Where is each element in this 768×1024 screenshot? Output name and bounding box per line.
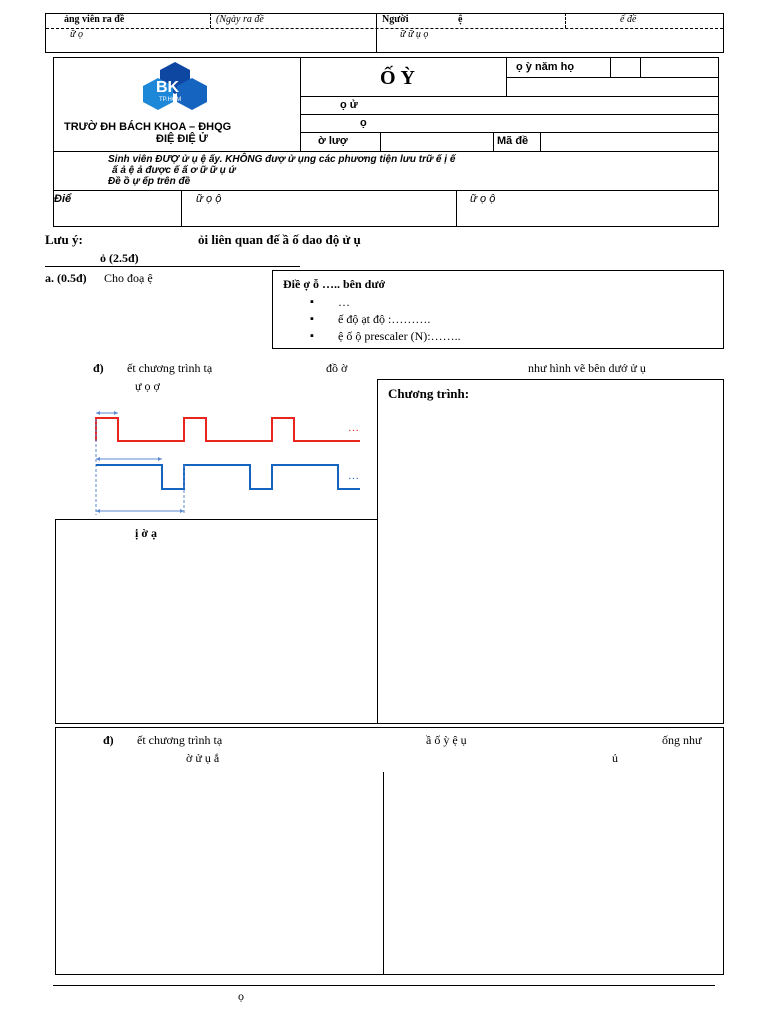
program-box: [377, 379, 724, 724]
calculation-box: [55, 519, 378, 724]
part-a-label: a. (0.5đ): [45, 271, 87, 285]
notice-line-1: Sinh viên ĐƯỢ ử ụ ệ ấy. KHÔNG đượ ử ụng các phương tiện lưu trữ ế ị ế: [108, 154, 456, 165]
logo-subtext: TP.HCM: [159, 97, 182, 103]
part-b-line1-right: như hình vẽ bên dướ ử ụ: [528, 361, 646, 375]
note-label: Lưu ý:: [45, 232, 83, 247]
blue-waveform: [96, 465, 360, 489]
footer-text: ọ: [238, 989, 244, 1003]
score-label: Điể: [54, 193, 72, 205]
header-dash-divider: [210, 13, 211, 28]
reviewer-mid: ệ: [458, 14, 463, 25]
fill-in-list: [310, 294, 461, 345]
semester-cell-divider: [610, 57, 611, 77]
note-text: ỏi liên quan đế ầ ố dao độ ử ụ: [198, 232, 361, 247]
semester-cell-divider-2: [640, 57, 641, 77]
question-header: ỏ (2.5đ): [100, 251, 139, 265]
part-c-box: [55, 727, 724, 975]
score-divider: [181, 190, 182, 227]
part-c-divider: [383, 772, 384, 975]
logo-text: BK: [156, 79, 180, 96]
part-b-label: đ): [93, 361, 104, 375]
blue-ellipsis: …: [348, 470, 359, 482]
student-name-label: ữ ọ ộ: [196, 193, 222, 205]
review-date: ế đề: [620, 14, 637, 25]
code-divider: [493, 132, 494, 151]
part-c-label: đ): [103, 733, 114, 747]
header-dash-line: [46, 28, 723, 29]
fill-item-2: ▪ ế độ ạt độ :……….: [310, 311, 461, 328]
footer-line: [53, 985, 715, 986]
question-underline: [45, 266, 300, 267]
logo-divider: [300, 57, 301, 151]
row-line-3: [300, 132, 719, 133]
code-divider-2: [540, 132, 541, 151]
part-b-line2: ự ọ ợ: [135, 379, 160, 393]
lecturer-label: ảng viên ra đề: [64, 14, 125, 25]
header-dash-divider-2: [565, 13, 566, 28]
lecturer-signature: ữ ọ: [70, 29, 83, 40]
row-line-5: [53, 190, 719, 191]
red-ellipsis: …: [348, 422, 359, 434]
part-c-line1: ết chương trình tạ: [137, 733, 223, 747]
part-c-line2-right: ủ: [612, 751, 618, 765]
exam-date-label: (Ngày ra đề: [216, 14, 264, 25]
fill-item-3: ▪ ệ ố ộ prescaler (N):……..: [310, 328, 461, 345]
fill-in-title: Điề ợ ỗ ….. bên dướ: [283, 277, 386, 291]
reviewer-signature: ữ ữ ụ ọ: [400, 29, 429, 40]
student-name-label-2: ữ ọ ộ: [470, 193, 496, 205]
pwm-waveforms: [90, 405, 370, 520]
exam-code-label: Mã đề: [497, 135, 529, 147]
red-waveform: [96, 418, 360, 441]
row-line-4: [53, 151, 719, 152]
notice-line-2: ấ ả ệ ả được ế ấ ơ ữ ữ ụ ứ: [112, 165, 236, 176]
part-a-text: Cho đoạ ệ: [104, 271, 153, 285]
calculation-label: ị ờ ạ: [135, 526, 157, 540]
course-row: ọ ử: [340, 99, 358, 111]
course-code-row: ọ: [360, 117, 367, 129]
duration-label: ờ lượ: [318, 135, 348, 147]
semester-line: [506, 77, 719, 78]
header-divider: [376, 13, 377, 53]
name-divider: [456, 190, 457, 227]
reviewer-label: Người: [382, 14, 409, 25]
part-b-line1-mid: đồ ờ: [326, 361, 348, 375]
school-name: TRƯỜ ĐH BÁCH KHOA – ĐHQG: [64, 121, 232, 133]
faculty-name: ĐIỆ ĐIỆ Ử: [156, 133, 208, 145]
part-c-line2: ờ ử ụ ắ: [186, 751, 220, 765]
part-c-line1-mid: ầ ố ỳ ệ ụ: [426, 733, 467, 747]
part-c-line1-right: ống như: [662, 733, 702, 747]
duration-divider: [380, 132, 381, 151]
row-line-1: [300, 96, 719, 97]
notice-line-3: Đề ồ ự ếp trên đề: [108, 176, 191, 187]
program-label: Chương trình:: [388, 386, 470, 401]
row-line-2: [300, 114, 719, 115]
exam-title: Ố Ỳ: [380, 67, 415, 89]
part-b-line1: ết chương trình tạ: [127, 361, 213, 375]
semester-label: ọ ỳ năm họ: [516, 61, 575, 73]
fill-item-1: ▪ …: [310, 294, 461, 311]
